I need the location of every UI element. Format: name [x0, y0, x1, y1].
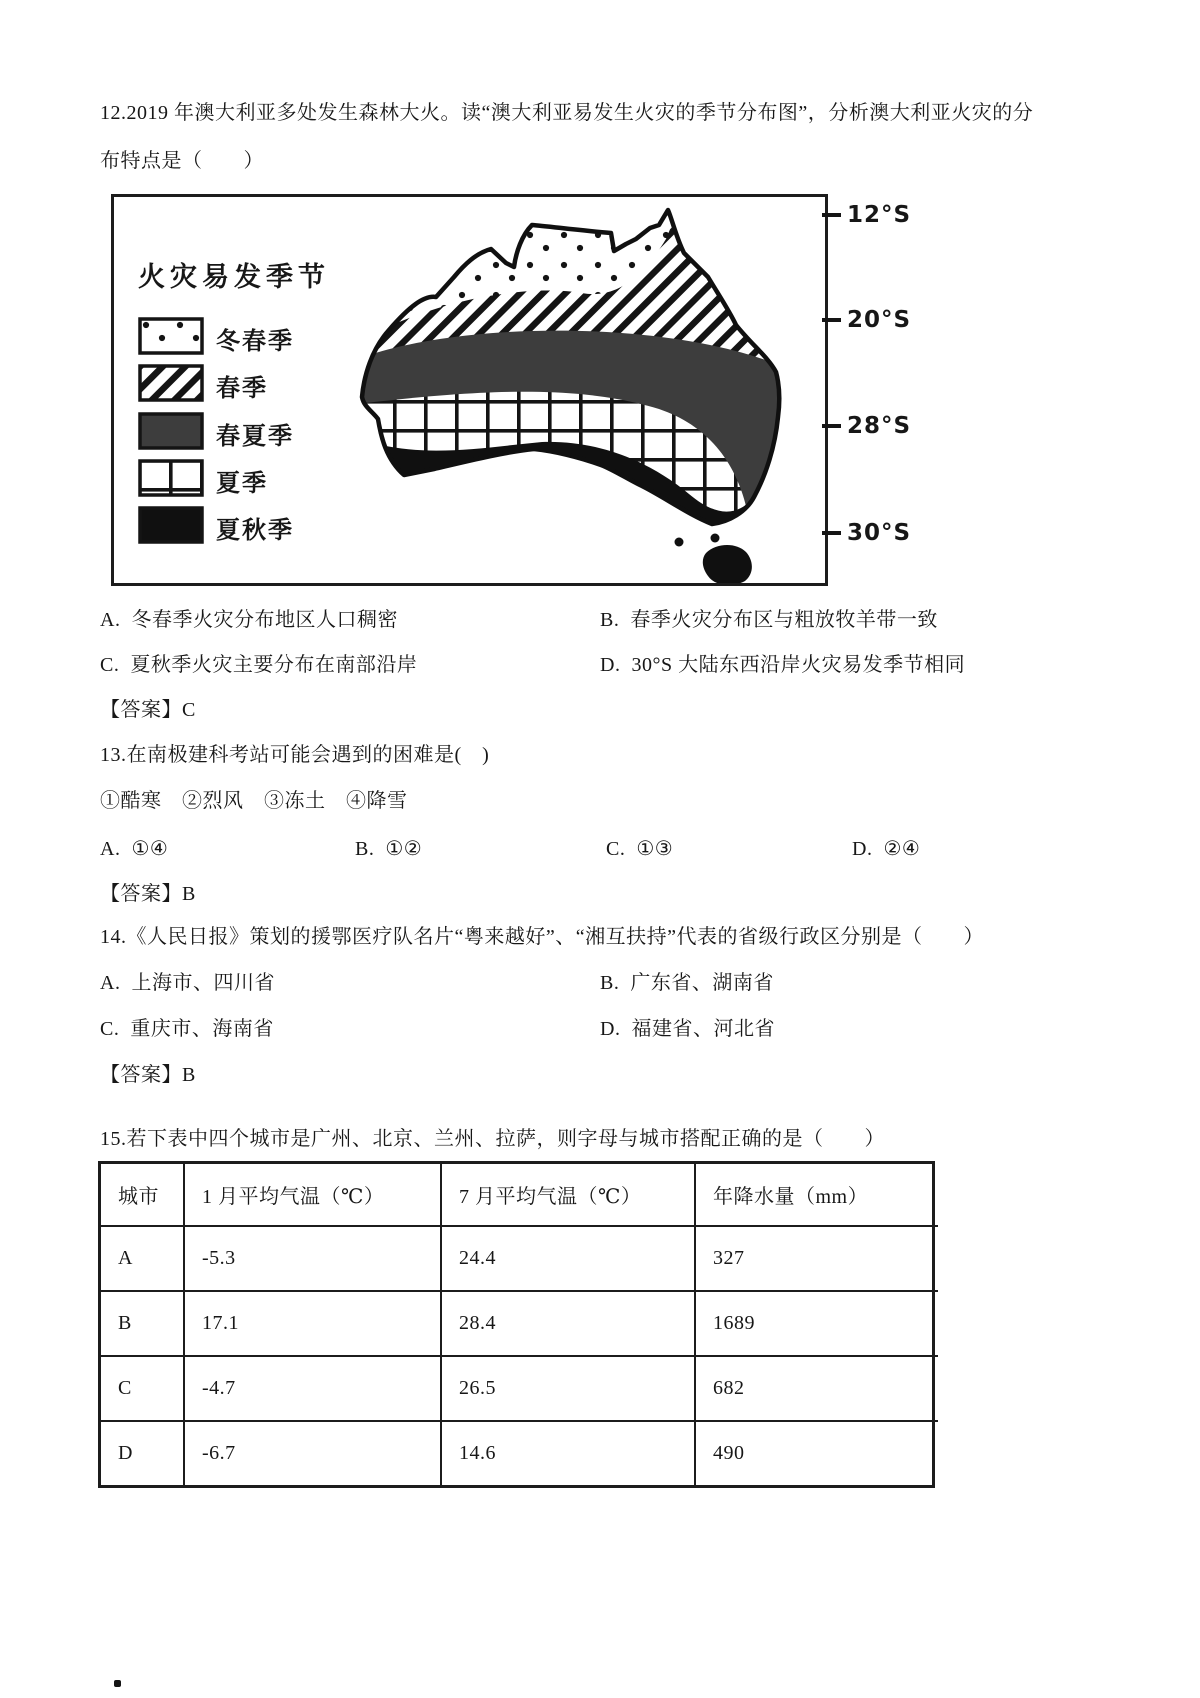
legend-label: 夏秋季: [216, 518, 294, 544]
q12-option-a: A. 冬春季火灾分布地区人口稠密: [100, 609, 398, 631]
legend-title: 火灾易发季节: [138, 262, 330, 292]
q13-answer: 【答案】B: [100, 883, 196, 905]
table-cell: 327: [694, 1225, 938, 1290]
q14-option-c: C. 重庆市、海南省: [100, 1018, 274, 1040]
dark-pattern-swatch: [138, 412, 204, 450]
q12-option-b: B. 春季火灾分布区与粗放牧羊带一致: [600, 609, 938, 631]
page-end-dot: [114, 1680, 121, 1687]
table-cell: -6.7: [183, 1420, 440, 1485]
table-cell: -5.3: [183, 1225, 440, 1290]
latitude-tick: [822, 318, 841, 322]
table-cell: 24.4: [440, 1225, 694, 1290]
question-13-line: 13.在南极建科考站可能会遇到的困难是( ): [100, 744, 490, 766]
table-cell: 1689: [694, 1290, 938, 1355]
q14-option-b: B. 广东省、湖南省: [600, 972, 774, 994]
grid-pattern-swatch: [138, 459, 204, 497]
table-cell: D: [101, 1420, 183, 1485]
table-header-city: 城市: [118, 1186, 159, 1208]
table-cell: 17.1: [183, 1290, 440, 1355]
q14-answer: 【答案】B: [100, 1064, 196, 1086]
black-pattern-swatch: [138, 506, 204, 544]
bass-strait-islet: [675, 538, 684, 547]
table-header-precip: 年降水量（mm）: [694, 1164, 938, 1225]
question-12-line1: 12.2019 年澳大利亚多处发生森林大火。读“澳大利亚易发生火灾的季节分布图”，分析澳大利亚火灾的分: [100, 102, 1034, 124]
table-cell: A: [101, 1225, 183, 1290]
legend-label: 春夏季: [216, 424, 294, 450]
legend-label: 夏季: [216, 471, 268, 497]
q14-option-d: D. 福建省、河北省: [600, 1018, 775, 1040]
table-cell: 14.6: [440, 1420, 694, 1485]
table-cell: 26.5: [440, 1355, 694, 1420]
question-15-line: 15.若下表中四个城市是广州、北京、兰州、拉萨，则字母与城市搭配正确的是（ ）: [100, 1128, 885, 1150]
latitude-tick: [822, 424, 841, 428]
australia-fire-season-figure: [111, 194, 828, 586]
q13-option-d: D. ②④: [852, 838, 921, 860]
latitude-label-20s: 20°S: [847, 307, 912, 333]
latitude-label-12s: 12°S: [847, 202, 912, 228]
table-cell: 28.4: [440, 1290, 694, 1355]
table-cell: -4.7: [183, 1355, 440, 1420]
legend-label: 春季: [216, 376, 268, 402]
latitude-tick: [822, 213, 841, 217]
question-12-line2: 布特点是（ ）: [100, 150, 264, 172]
table-cell: C: [101, 1355, 183, 1420]
q13-option-b: B. ①②: [355, 838, 423, 860]
question-14-line: 14.《人民日报》策划的援鄂医疗队名片“粤来越好”、“湘互扶持”代表的省级行政区分别是（ ）: [100, 926, 985, 948]
bass-strait-islet: [711, 534, 720, 543]
tasmania-island: [703, 545, 752, 583]
latitude-tick: [822, 531, 841, 535]
map-legend: [114, 197, 444, 583]
q12-option-c: C. 夏秋季火灾主要分布在南部沿岸: [100, 654, 418, 676]
q13-option-a: A. ①④: [100, 838, 169, 860]
table-header-jul-temp: 7 月平均气温（℃）: [440, 1164, 694, 1225]
table-cell: 682: [694, 1355, 938, 1420]
dots-pattern-swatch: [138, 317, 204, 355]
latitude-label-30s: 30°S: [847, 520, 912, 546]
table-cell: B: [101, 1290, 183, 1355]
legend-label: 冬春季: [216, 329, 294, 355]
stripes-pattern-swatch: [138, 364, 204, 402]
q13-option-c: C. ①③: [606, 838, 674, 860]
q13-numbered-items: ①酷寒 ②烈风 ③冻土 ④降雪: [100, 790, 408, 812]
q12-answer: 【答案】C: [100, 699, 196, 721]
q12-option-d: D. 30°S 大陆东西沿岸火灾易发季节相同: [600, 654, 966, 676]
table-header-jan-temp: 1 月平均气温（℃）: [183, 1164, 440, 1225]
latitude-label-28s: 28°S: [847, 413, 912, 439]
table-cell: 490: [694, 1420, 938, 1485]
city-climate-table: [98, 1161, 935, 1488]
q14-option-a: A. 上海市、四川省: [100, 972, 275, 994]
